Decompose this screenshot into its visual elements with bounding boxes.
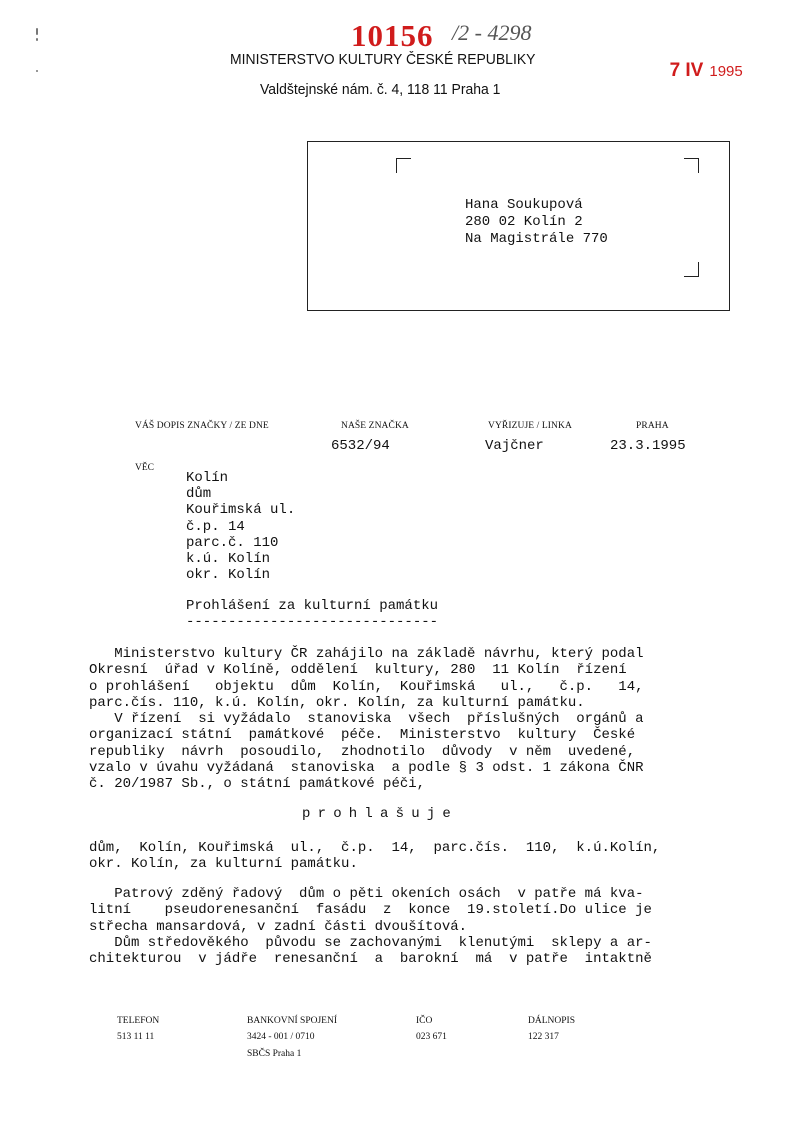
body-line: organizací státní památkové péče. Ministerstvo kultury České	[89, 727, 636, 744]
scan-mark	[36, 28, 38, 35]
subject-line: okr. Kolín	[186, 567, 271, 584]
place-label: PRAHA	[636, 421, 669, 431]
recipient-city: 280 02 Kolín 2	[465, 214, 583, 230]
scan-mark	[36, 70, 38, 72]
recipient-street: Na Magistrále 770	[465, 231, 608, 247]
your-letter-label: VÁŠ DOPIS ZNAČKY / ZE DNE	[135, 421, 269, 431]
received-date-stamp	[659, 38, 743, 82]
received-stamp-year: 1995	[709, 63, 743, 80]
window-corner-bottom-right	[684, 262, 699, 277]
subject-underline: ------------------------------	[186, 614, 439, 630]
subject-line: dům	[186, 486, 212, 503]
body-line: Dům středověkého původu se zachovanými klenutými sklepy a ar-	[89, 934, 652, 951]
footer-phone-label: TELEFON	[117, 1016, 160, 1026]
ministry-address: Valdštejnské nám. č. 4, 118 11 Praha 1	[260, 81, 501, 98]
scan-mark	[36, 38, 38, 41]
footer-bank-value: 3424 - 001 / 0710	[247, 1032, 315, 1042]
registration-handwritten: /2 - 4298	[452, 20, 532, 45]
date-value: 23.3.1995	[610, 438, 686, 454]
handled-by-value: Vajčner	[485, 438, 544, 454]
body-line: parc.čís. 110, k.ú. Kolín, okr. Kolín, za kulturní památku.	[89, 694, 585, 711]
subject-title-block	[186, 598, 438, 630]
subject-line: k.ú. Kolín	[186, 551, 271, 568]
paragraph-1	[89, 646, 644, 793]
body-line: republiky návrh posoudilo, zhodnotilo důvody v něm uvedené,	[89, 743, 636, 760]
footer-ico-label: IČO	[416, 1016, 433, 1026]
our-ref-value: 6532/94	[331, 438, 390, 454]
subject-label: VĚC	[135, 463, 154, 473]
recipient-address-window	[307, 141, 730, 311]
body-line: č. 20/1987 Sb., o státní památkové péči,	[89, 776, 426, 793]
recipient-name: Hana Soukupová	[465, 197, 583, 213]
subject-title: Prohlášení za kulturní památku	[186, 598, 439, 614]
window-corner-top-right	[684, 158, 699, 173]
body-line: Ministerstvo kultury ČR zahájilo na základě návrhu, který podal	[89, 646, 644, 662]
body-line: střecha mansardová, v zadní části dvoušítová.	[89, 918, 468, 935]
window-corner-top-left	[396, 158, 411, 173]
subject-line: č.p. 14	[186, 518, 245, 535]
body-line: vzalo v úvahu vyžádaná stanoviska a podle § 3 odst. 1 zákona ČNR	[89, 760, 644, 777]
our-ref-label: NAŠE ZNAČKA	[341, 421, 409, 431]
body-line: Patrový zděný řadový dům o pěti okeních osách v patře má kva-	[89, 886, 644, 902]
recipient-address	[465, 197, 608, 248]
footer-phone-value: 513 11 11	[117, 1032, 155, 1042]
subject-line: Kolín	[186, 470, 229, 486]
body-line: o prohlášení objektu dům Kolín, Kouřimská ul., č.p. 14,	[89, 678, 644, 695]
ministry-name: MINISTERSTVO KULTURY ČESKÉ REPUBLIKY	[230, 51, 536, 68]
registration-number: 10156	[351, 18, 434, 53]
paragraph-2	[89, 840, 660, 873]
body-line: okr. Kolín, za kulturní památku.	[89, 856, 358, 873]
footer-telex-label: DÁLNOPIS	[528, 1016, 575, 1026]
subject-line: parc.č. 110	[186, 534, 279, 551]
footer-ico-value: 023 671	[416, 1032, 447, 1042]
declaration-word: prohlašuje	[302, 806, 459, 822]
body-line: litní pseudorenesanční fasádu z konce 19.století.Do ulice je	[89, 902, 652, 919]
handled-by-label: VYŘIZUJE / LINKA	[488, 421, 572, 431]
footer-bank-value-2: SBČS Praha 1	[247, 1049, 302, 1059]
subject-line: Kouřimská ul.	[186, 502, 296, 519]
subject-block	[186, 470, 295, 583]
body-line: chitekturou v jádře renesanční a barokní má v patře intaktně	[89, 951, 652, 968]
footer-bank-label: BANKOVNÍ SPOJENÍ	[247, 1016, 337, 1026]
body-line: Okresní úřad v Kolíně, oddělení kultury, 280 11 Kolín řízení	[89, 662, 627, 679]
body-line: V řízení si vyžádalo stanoviska všech příslušných orgánů a	[89, 711, 644, 728]
footer-telex-value: 122 317	[528, 1032, 559, 1042]
body-line: dům, Kolín, Kouřimská ul., č.p. 14, parc.čís. 110, k.ú.Kolín,	[89, 840, 661, 856]
paragraph-3	[89, 886, 652, 967]
received-stamp-day: 7 IV	[669, 60, 704, 81]
